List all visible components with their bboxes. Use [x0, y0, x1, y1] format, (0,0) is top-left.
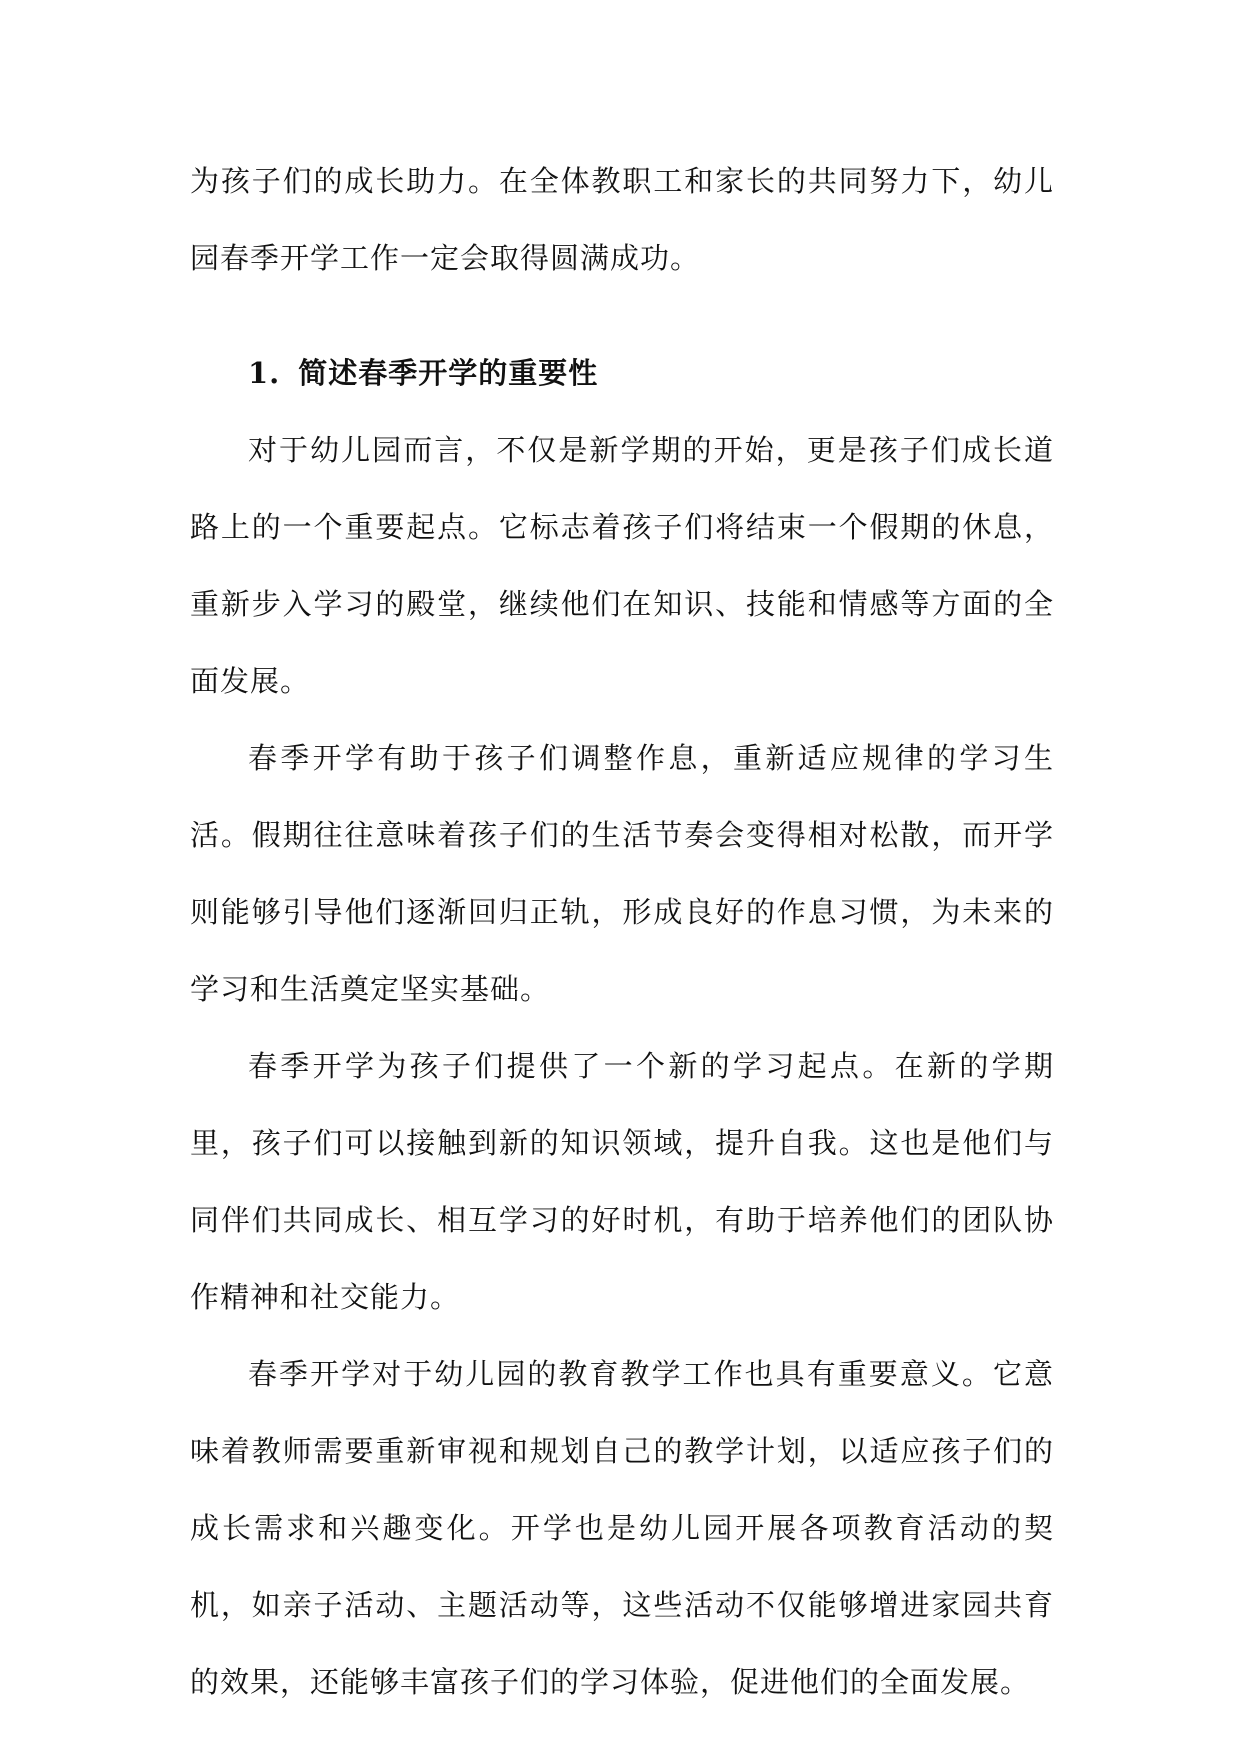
document-body [190, 143, 1054, 1721]
continuation-paragraph: 为孩子们的成长助力。在全体教职工和家长的共同努力下，幼儿园春季开学工作一定会取得圆满成功。 [190, 164, 1054, 275]
section-number: 1. [248, 356, 281, 390]
body-paragraph-3: 春季开学为孩子们提供了一个新的学习起点。在新的学期里，孩子们可以接触到新的知识领域，提升自我。这也是他们与同伴们共同成长、相互学习的好时机，有助于培养他们的团队协作精神和社交能力。 [190, 1049, 1054, 1314]
section-title: 简述春季开学的重要性 [298, 356, 599, 390]
body-paragraph-4: 春季开学对于幼儿园的教育教学工作也具有重要意义。它意味着教师需要重新审视和规划自己的教学计划，以适应孩子们的成长需求和兴趣变化。开学也是幼儿园开展各项教育活动的契机，如亲子活动、主题活动等，这些活动不仅能够增进家园共育的效果，还能够丰富孩子们的学习体验，促进他们的全面发展。 [190, 1357, 1054, 1699]
body-paragraph-1: 对于幼儿园而言，不仅是新学期的开始，更是孩子们成长道路上的一个重要起点。它标志着孩子们将结束一个假期的休息，重新步入学习的殿堂，继续他们在知识、技能和情感等方面的全面发展。 [190, 433, 1054, 698]
body-paragraph-2: 春季开学有助于孩子们调整作息，重新适应规律的学习生活。假期往往意味着孩子们的生活节奏会变得相对松散，而开学则能够引导他们逐渐回归正轨，形成良好的作息习惯，为未来的学习和生活奠定坚实基础。 [190, 741, 1054, 1006]
section-heading [190, 335, 1054, 412]
